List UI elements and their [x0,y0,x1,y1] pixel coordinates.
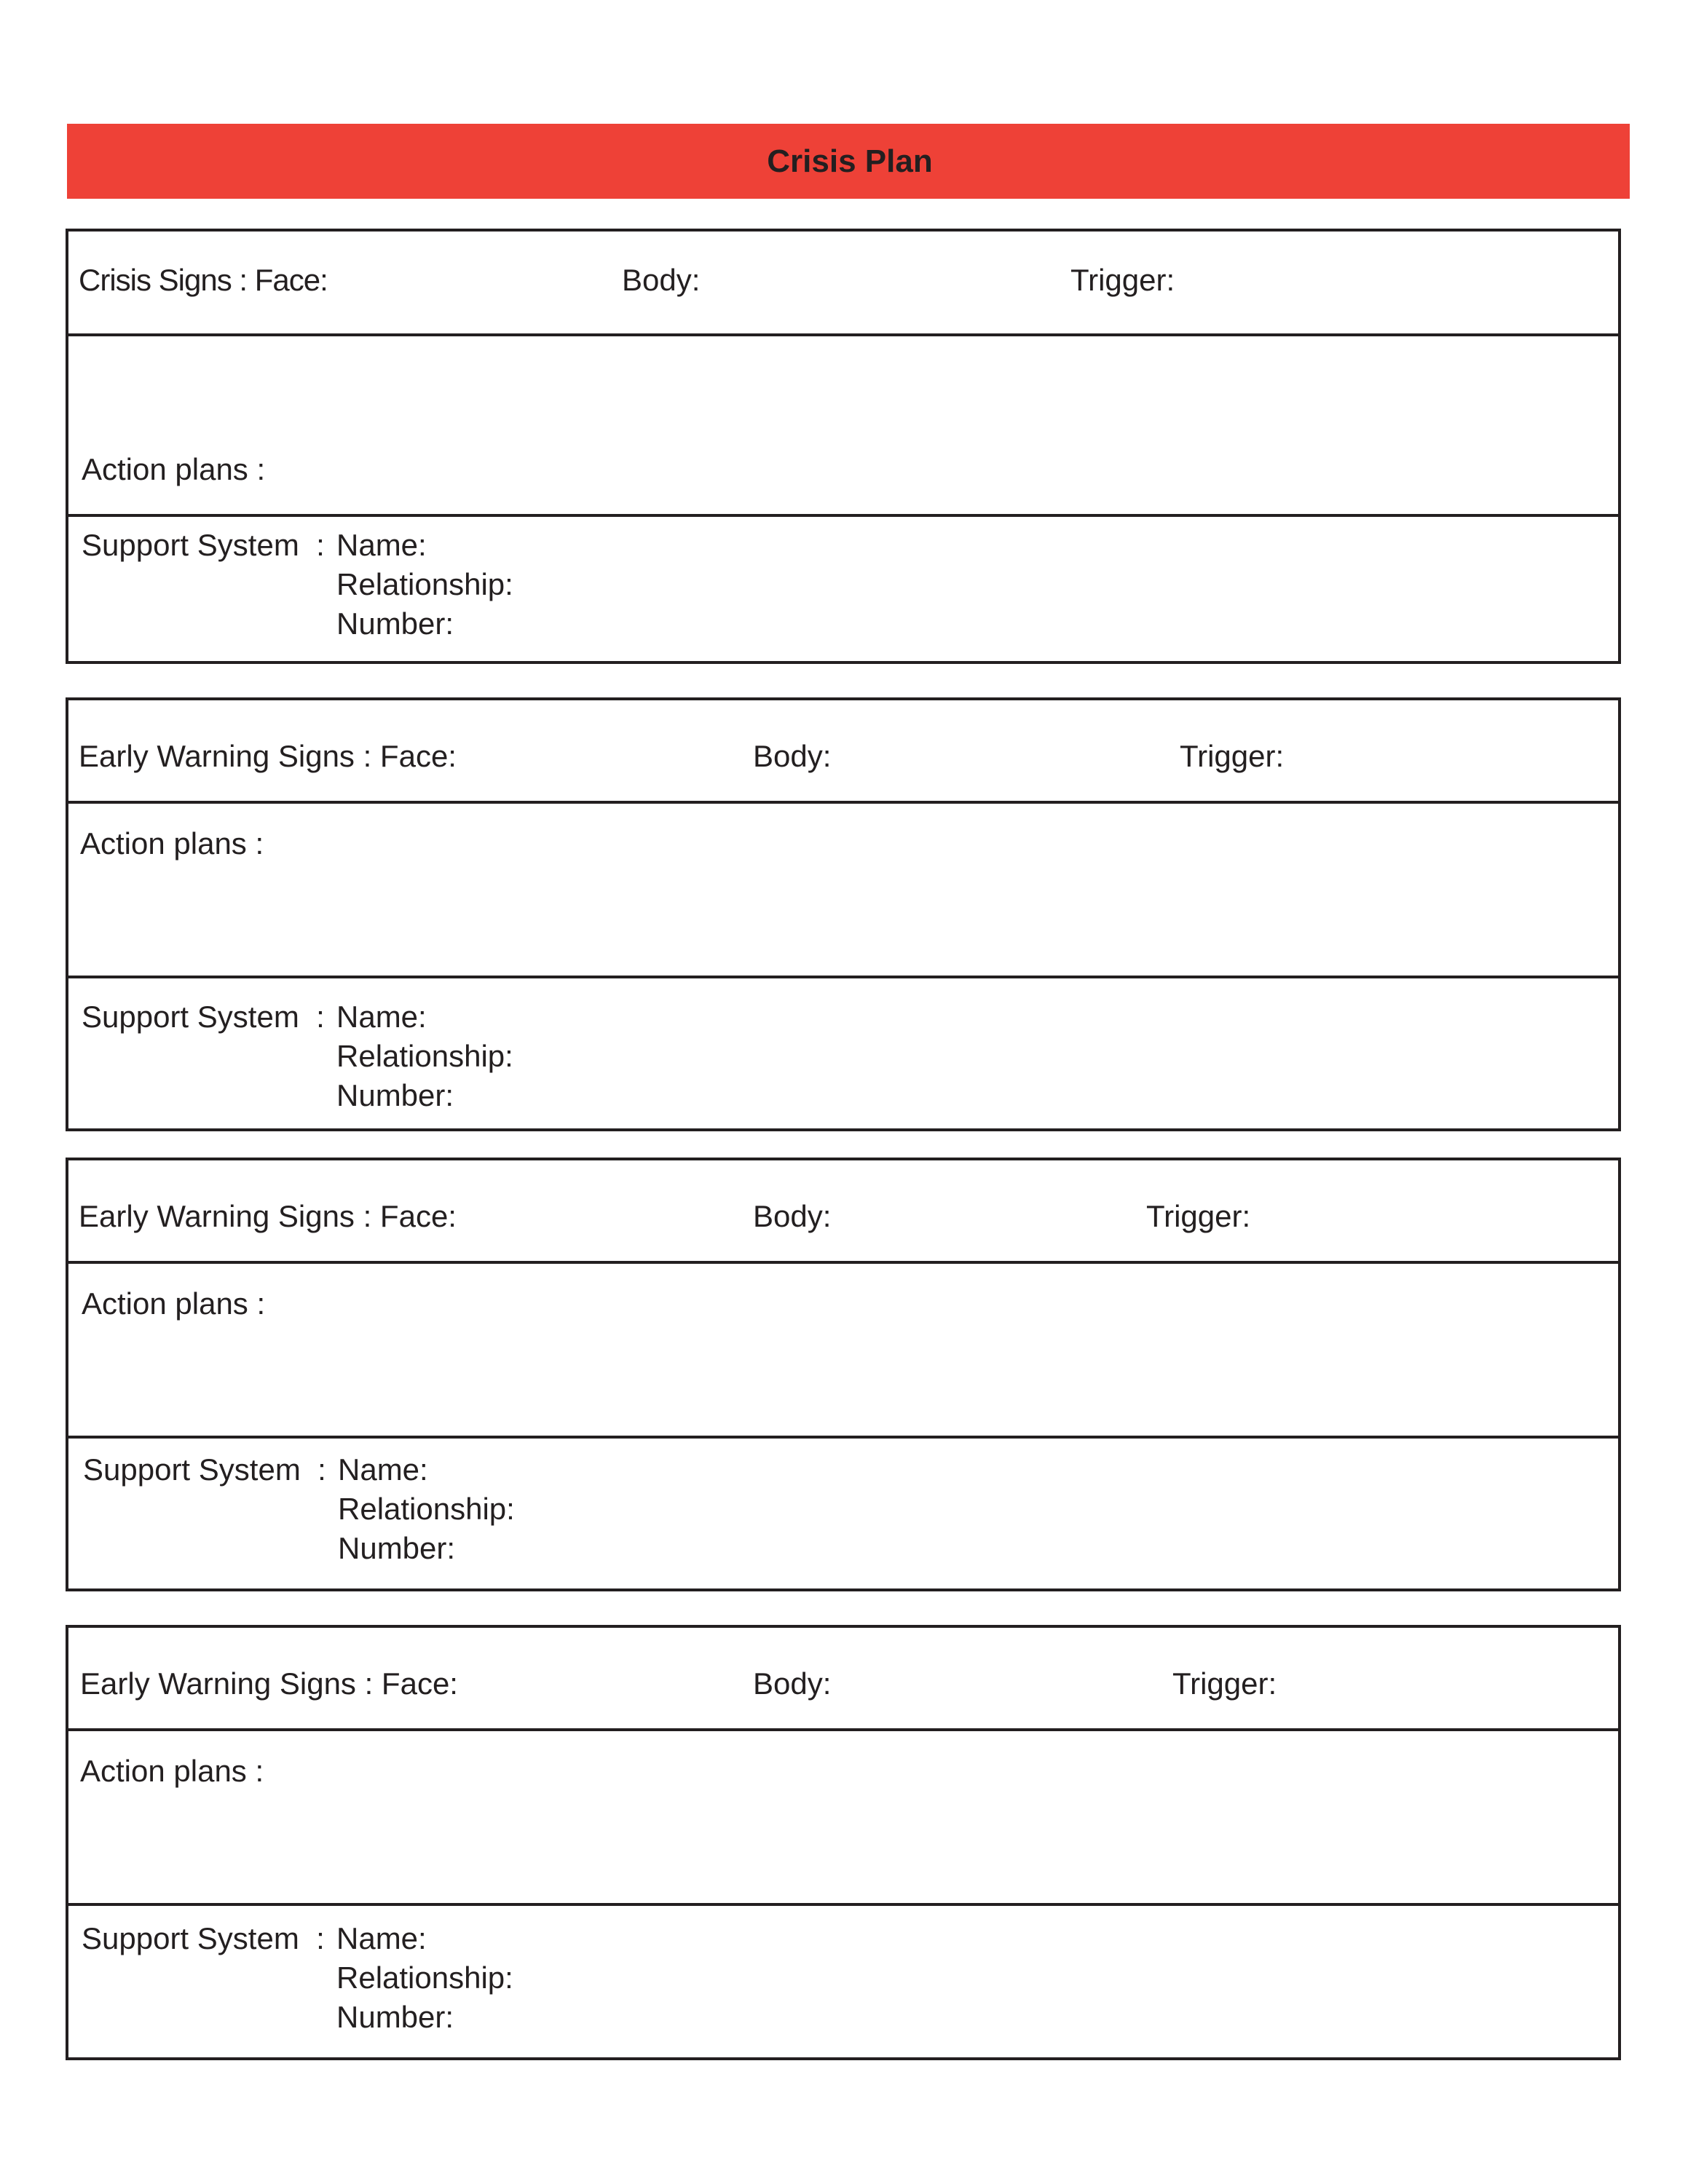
relationship-label: Relationship: [336,567,513,601]
divider [68,1728,1618,1731]
early-warning-face-label: Early Warning Signs : Face: [79,739,457,773]
relationship-label: Relationship: [338,1492,515,1526]
support-system-label: Support System : [82,1000,325,1034]
support-contact-fields [336,530,513,639]
number-label: Number: [336,1078,454,1112]
number-label: Number: [336,606,454,641]
body-label: Body: [753,1199,832,1233]
divider [68,514,1618,517]
divider [68,801,1618,804]
number-label: Number: [338,1531,456,1565]
title-banner [67,124,1630,199]
support-system-label: Support System : [82,528,325,562]
early-warning-face-label: Early Warning Signs : Face: [80,1666,458,1701]
trigger-label: Trigger: [1172,1666,1277,1701]
divider [68,333,1618,336]
early-warning-signs-section [66,1625,1621,2060]
support-contact-fields [336,1923,513,2033]
number-label: Number: [336,2000,454,2034]
early-warning-signs-section [66,1158,1621,1591]
divider [68,1261,1618,1264]
name-label: Name: [336,1000,427,1034]
action-plans-label: Action plans : [80,1754,264,1788]
page-title: Crisis Plan [767,143,933,179]
name-label: Name: [338,1452,428,1487]
action-plans-label: Action plans : [82,1286,266,1321]
action-plans-label: Action plans : [80,826,264,860]
support-contact-fields [338,1452,515,1565]
relationship-label: Relationship: [336,1039,513,1073]
trigger-label: Trigger: [1180,739,1285,773]
body-label: Body: [753,1666,832,1701]
early-warning-signs-section [66,697,1621,1131]
name-label: Name: [336,1921,427,1955]
divider [68,1436,1618,1439]
relationship-label: Relationship: [336,1961,513,1995]
body-label: Body: [622,263,701,297]
support-system-label: Support System : [83,1452,326,1487]
crisis-signs-section [66,229,1621,664]
trigger-label: Trigger: [1146,1199,1251,1233]
support-system-label: Support System : [82,1921,325,1955]
name-label: Name: [336,528,427,562]
support-contact-fields [336,1002,513,1111]
early-warning-face-label: Early Warning Signs : Face: [79,1199,457,1233]
divider [68,976,1618,978]
action-plans-label: Action plans : [82,452,266,486]
crisis-signs-face-label: Crisis Signs : Face: [79,263,328,297]
body-label: Body: [753,739,832,773]
divider [68,1903,1618,1906]
trigger-label: Trigger: [1070,263,1175,297]
